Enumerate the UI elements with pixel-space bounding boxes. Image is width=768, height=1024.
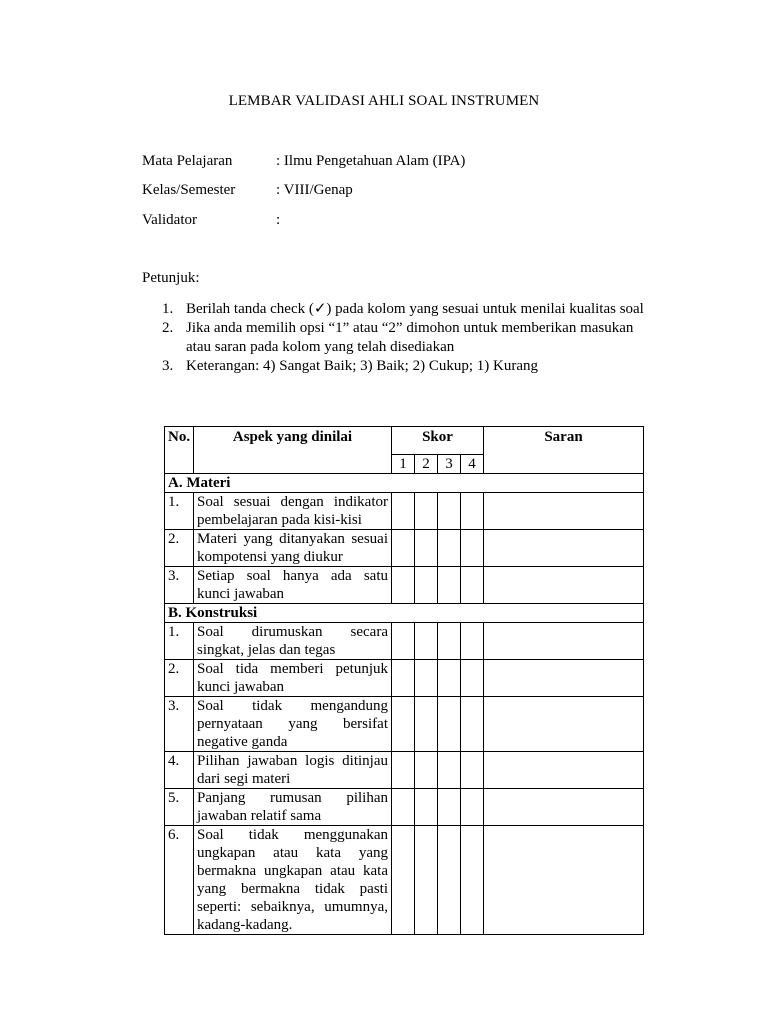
- table-row: [165, 752, 644, 789]
- instruction-text: Keterangan: 4) Sangat Baik; 3) Baik; 2) Cukup; 1) Kurang: [186, 358, 539, 374]
- saran-cell[interactable]: [484, 623, 644, 660]
- header-row: [165, 427, 644, 455]
- score-cell[interactable]: [392, 567, 415, 604]
- meta-value: : Ilmu Pengetahuan Alam (IPA): [276, 153, 466, 169]
- table-row: [165, 697, 644, 752]
- score-cell[interactable]: [415, 530, 438, 567]
- row-number: 1.: [165, 623, 194, 660]
- score-cell[interactable]: [415, 660, 438, 697]
- score-cell[interactable]: [461, 567, 484, 604]
- score-cell[interactable]: [415, 567, 438, 604]
- score-cell[interactable]: [438, 752, 461, 789]
- saran-cell[interactable]: [484, 530, 644, 567]
- saran-cell[interactable]: [484, 567, 644, 604]
- header-aspek: Aspek yang dinilai: [194, 427, 392, 474]
- row-number: 6.: [165, 826, 194, 935]
- saran-cell[interactable]: [484, 826, 644, 935]
- score-cell[interactable]: [461, 697, 484, 752]
- row-number: 2.: [165, 660, 194, 697]
- table-row: [165, 530, 644, 567]
- row-number: 3.: [165, 697, 194, 752]
- score-cell[interactable]: [392, 697, 415, 752]
- row-number: 3.: [165, 567, 194, 604]
- score-cell[interactable]: [438, 493, 461, 530]
- score-cell[interactable]: [438, 697, 461, 752]
- score-cell[interactable]: [415, 752, 438, 789]
- row-aspect: Soal tidak mengandung pernyataan yang bersifat negative ganda: [194, 697, 392, 752]
- row-number: 2.: [165, 530, 194, 567]
- instruction-text: Jika anda memilih opsi “1” atau “2” dimohon untuk memberikan masukan atau saran pada kolom yang telah disediakan: [186, 320, 634, 355]
- score-cell[interactable]: [461, 623, 484, 660]
- page-title: LEMBAR VALIDASI AHLI SOAL INSTRUMEN: [228, 93, 540, 109]
- score-cell[interactable]: [461, 789, 484, 826]
- header-saran: Saran: [484, 427, 644, 474]
- score-label-1: 1: [392, 455, 415, 474]
- score-cell[interactable]: [438, 567, 461, 604]
- score-label-3: 3: [438, 455, 461, 474]
- table-row: [165, 826, 644, 935]
- instruction-number: 3.: [162, 358, 174, 374]
- score-cell[interactable]: [438, 826, 461, 935]
- saran-cell[interactable]: [484, 660, 644, 697]
- section-label: A. Materi: [165, 474, 644, 493]
- saran-cell[interactable]: [484, 752, 644, 789]
- score-cell[interactable]: [438, 623, 461, 660]
- row-aspect: Materi yang ditanyakan sesuai kompotensi yang diukur: [194, 530, 392, 567]
- table-row: [165, 660, 644, 697]
- score-cell[interactable]: [392, 789, 415, 826]
- score-cell[interactable]: [392, 530, 415, 567]
- table-row: [165, 623, 644, 660]
- table-row: [165, 493, 644, 530]
- score-cell[interactable]: [415, 789, 438, 826]
- instruction-text: Berilah tanda check (✓) pada kolom yang sesuai untuk menilai kualitas soal: [186, 301, 644, 317]
- score-cell[interactable]: [438, 789, 461, 826]
- meta-label: Validator: [142, 212, 197, 228]
- header-skor: Skor: [392, 427, 484, 455]
- instruction-item: [142, 357, 662, 376]
- score-cell[interactable]: [461, 530, 484, 567]
- instruction-item: [142, 319, 662, 357]
- row-number: 4.: [165, 752, 194, 789]
- score-cell[interactable]: [415, 697, 438, 752]
- header-no: No.: [165, 427, 194, 474]
- row-aspect: Soal sesuai dengan indikator pembelajaran pada kisi-kisi: [194, 493, 392, 530]
- score-cell[interactable]: [438, 660, 461, 697]
- meta-label: Mata Pelajaran: [142, 153, 233, 169]
- score-cell[interactable]: [415, 493, 438, 530]
- saran-cell[interactable]: [484, 789, 644, 826]
- row-aspect: Pilihan jawaban logis ditinjau dari segi materi: [194, 752, 392, 789]
- score-cell[interactable]: [392, 752, 415, 789]
- table-row: [165, 567, 644, 604]
- saran-cell[interactable]: [484, 697, 644, 752]
- row-aspect: Soal dirumuskan secara singkat, jelas dan tegas: [194, 623, 392, 660]
- row-aspect: Soal tida memberi petunjuk kunci jawaban: [194, 660, 392, 697]
- row-aspect: Setiap soal hanya ada satu kunci jawaban: [194, 567, 392, 604]
- row-aspect: Panjang rumusan pilihan jawaban relatif sama: [194, 789, 392, 826]
- row-number: 1.: [165, 493, 194, 530]
- score-cell[interactable]: [438, 530, 461, 567]
- row-aspect: Soal tidak menggunakan ungkapan atau kata yang bermakna ungkapan atau kata yang bermakna tidak pasti seperti: sebaiknya, umumnya, kadang-kadang.: [194, 826, 392, 935]
- score-cell[interactable]: [461, 660, 484, 697]
- score-cell[interactable]: [392, 493, 415, 530]
- score-cell[interactable]: [415, 826, 438, 935]
- section-row: [165, 474, 644, 493]
- score-cell[interactable]: [415, 623, 438, 660]
- instructions-heading: Petunjuk:: [142, 270, 200, 286]
- section-label: B. Konstruksi: [165, 604, 644, 623]
- validation-table: [164, 426, 644, 935]
- score-cell[interactable]: [461, 752, 484, 789]
- score-cell[interactable]: [461, 826, 484, 935]
- table-row: [165, 789, 644, 826]
- meta-value: : VIII/Genap: [276, 182, 353, 198]
- instruction-number: 1.: [162, 301, 174, 317]
- score-cell[interactable]: [392, 826, 415, 935]
- meta-label: Kelas/Semester: [142, 182, 236, 198]
- instructions-list: [142, 300, 662, 376]
- score-cell[interactable]: [392, 623, 415, 660]
- score-cell[interactable]: [461, 493, 484, 530]
- instruction-item: [142, 300, 662, 319]
- score-label-2: 2: [415, 455, 438, 474]
- meta-value: :: [276, 212, 281, 228]
- score-label-4: 4: [461, 455, 484, 474]
- instruction-number: 2.: [162, 320, 174, 336]
- score-cell[interactable]: [392, 660, 415, 697]
- saran-cell[interactable]: [484, 493, 644, 530]
- row-number: 5.: [165, 789, 194, 826]
- section-row: [165, 604, 644, 623]
